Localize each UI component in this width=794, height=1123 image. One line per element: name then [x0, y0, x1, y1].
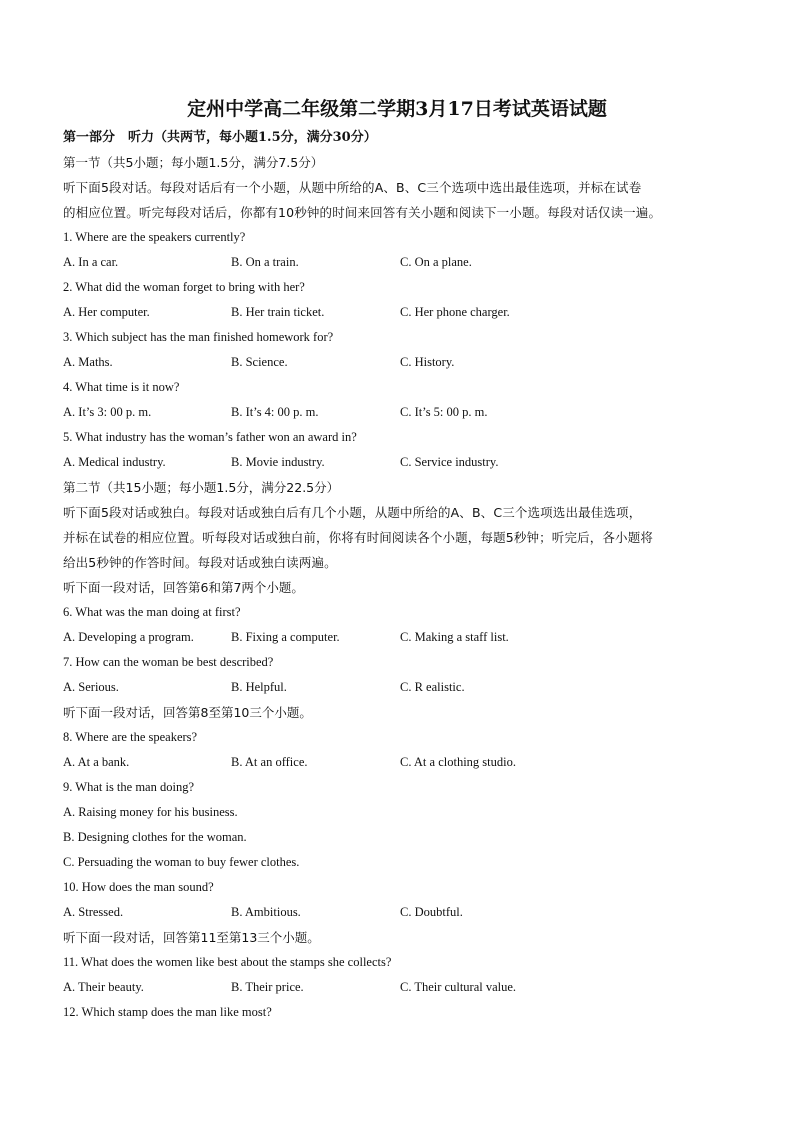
- option-a: A. Medical industry.: [63, 455, 166, 469]
- section1-heading: 第一节（共5小题；每小题1.5分，满分7.5分）: [63, 155, 324, 170]
- option-a: A. Raising money for his business.: [63, 805, 238, 819]
- option-a: A. Maths.: [63, 355, 113, 369]
- question-7-options: [63, 675, 731, 700]
- option-c: C. Persuading the woman to buy fewer clothes.: [63, 855, 300, 869]
- option-c: C. At a clothing studio.: [400, 755, 516, 769]
- question-8: 8. Where are the speakers?: [63, 730, 198, 744]
- question-8-options: [63, 750, 731, 775]
- option-c: C. History.: [400, 355, 455, 369]
- question-6-options: [63, 625, 731, 650]
- option-a: A. In a car.: [63, 255, 119, 269]
- exam-title: 定州中学高二年级第二学期3月17日考试英语试题: [187, 98, 607, 120]
- question-2-options: [63, 300, 731, 325]
- question-11: 11. What does the women like best about the stamps she collects?: [63, 955, 392, 969]
- question-5-options: [63, 450, 731, 475]
- option-b: B. At an office.: [231, 755, 308, 769]
- option-c: C. On a plane.: [400, 255, 472, 269]
- question-3-options: [63, 350, 731, 375]
- option-b: B. Her train ticket.: [231, 305, 325, 319]
- option-b: B. It’s 4: 00 p. m.: [231, 405, 319, 419]
- question-11-options: [63, 975, 731, 1000]
- option-a: A. It’s 3: 00 p. m.: [63, 405, 152, 419]
- section2-instruction-line-3: 给出5秒钟的作答时间。每段对话或独白读两遍。: [63, 555, 337, 570]
- section1-instruction-line-1: 听下面5段对话。每段对话后有一个小题，从题中所给的A、B、C三个选项中选出最佳选项，并标在试卷: [63, 180, 642, 195]
- option-a: A. Stressed.: [63, 905, 124, 919]
- option-b: B. Ambitious.: [231, 905, 301, 919]
- option-c: C. Making a staff list.: [400, 630, 509, 644]
- question-10-options: [63, 900, 731, 925]
- group-3-instruction: 听下面一段对话，回答第11至第13三个小题。: [63, 930, 320, 945]
- option-c: C. Her phone charger.: [400, 305, 510, 319]
- question-10: 10. How does the man sound?: [63, 880, 214, 894]
- group-2-instruction: 听下面一段对话，回答第8至第10三个小题。: [63, 705, 312, 720]
- option-a: A. Developing a program.: [63, 630, 194, 644]
- option-b: B. Fixing a computer.: [231, 630, 340, 644]
- option-c: C. It’s 5: 00 p. m.: [400, 405, 488, 419]
- option-b: B. On a train.: [231, 255, 299, 269]
- option-b: B. Helpful.: [231, 680, 287, 694]
- option-c: C. Their cultural value.: [400, 980, 517, 994]
- option-a: A. At a bank.: [63, 755, 130, 769]
- question-4-options: [63, 400, 731, 425]
- option-a: A. Serious.: [63, 680, 119, 694]
- question-12: 12. Which stamp does the man like most?: [63, 1005, 272, 1019]
- section2-instruction-line-1: 听下面5段对话或独白。每段对话或独白后有几个小题，从题中所给的A、B、C三个选项选出最佳选项，: [63, 505, 642, 520]
- question-3: 3. Which subject has the man finished homework for?: [63, 330, 334, 344]
- question-1: 1. Where are the speakers currently?: [63, 230, 246, 244]
- option-b: B. Designing clothes for the woman.: [63, 830, 247, 844]
- option-c: C. R ealistic.: [400, 680, 465, 694]
- question-6: 6. What was the man doing at first?: [63, 605, 241, 619]
- option-c: C. Service industry.: [400, 455, 499, 469]
- question-1-options: [63, 250, 731, 275]
- question-4: 4. What time is it now?: [63, 380, 180, 394]
- section2-instruction-line-2: 并标在试卷的相应位置。听每段对话或独白前，你将有时间阅读各个小题，每题5秒钟；听完后，各小题将: [63, 530, 654, 545]
- option-a: A. Her computer.: [63, 305, 150, 319]
- section2-heading: 第二节（共15小题；每小题1.5分，满分22.5分）: [63, 480, 340, 495]
- question-7: 7. How can the woman be best described?: [63, 655, 274, 669]
- exam-content: [63, 93, 731, 1025]
- part1-heading: 第一部分 听力（共两节，每小题1.5分，满分30分）: [63, 130, 377, 145]
- group-1-instruction: 听下面一段对话，回答第6和第7两个小题。: [63, 580, 304, 595]
- option-b: B. Their price.: [231, 980, 304, 994]
- section1-instruction-line-2: 的相应位置。听完每段对话后，你都有10秒钟的时间来回答有关小题和阅读下一小题。每段对话仅读一遍。: [63, 205, 662, 220]
- option-b: B. Science.: [231, 355, 288, 369]
- option-a: A. Their beauty.: [63, 980, 144, 994]
- question-2: 2. What did the woman forget to bring with her?: [63, 280, 305, 294]
- question-5: 5. What industry has the woman’s father won an award in?: [63, 430, 357, 444]
- option-c: C. Doubtful.: [400, 905, 463, 919]
- option-b: B. Movie industry.: [231, 455, 325, 469]
- question-9: 9. What is the man doing?: [63, 780, 194, 794]
